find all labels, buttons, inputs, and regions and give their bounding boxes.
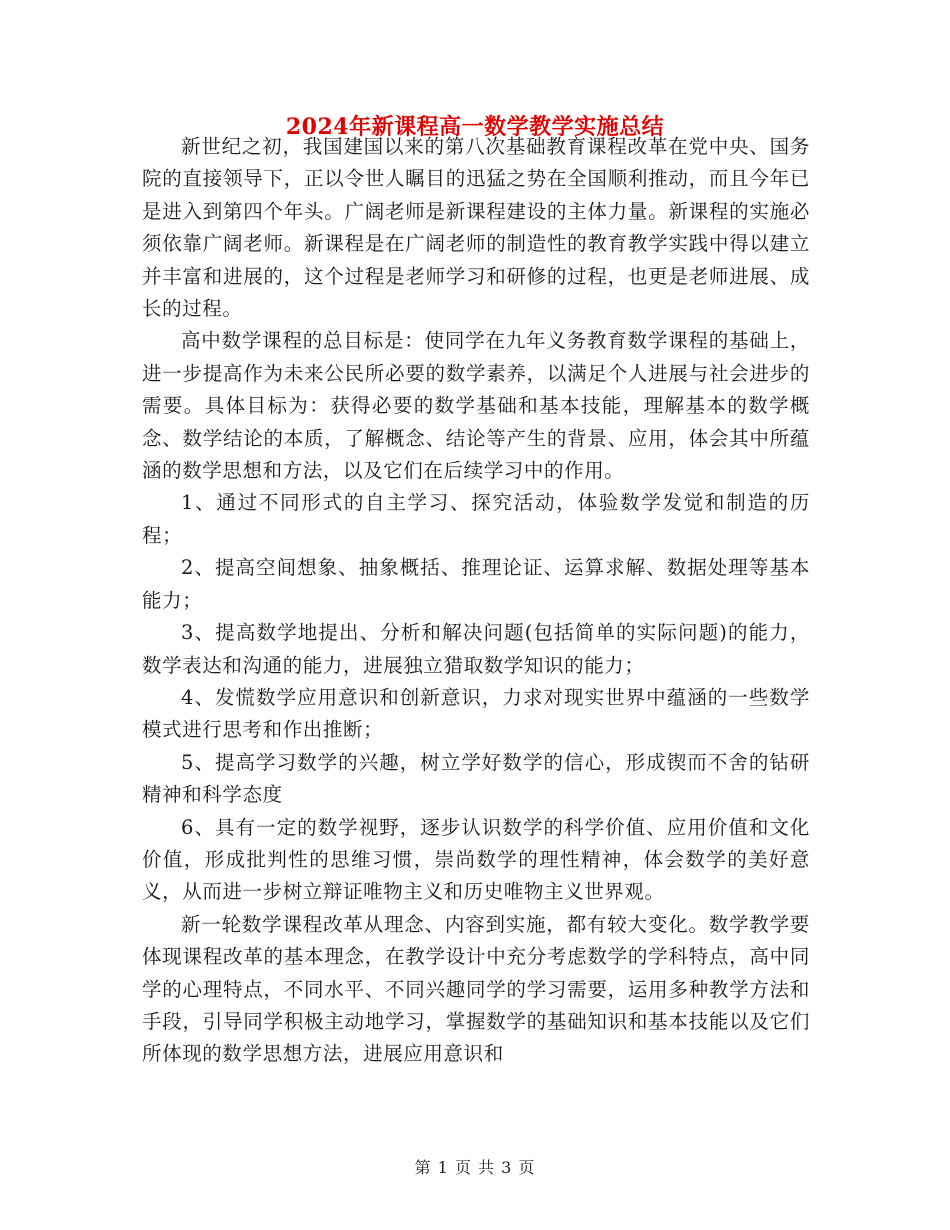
page-number-footer: 第 1 页 共 3 页 [414, 1158, 536, 1177]
paragraph-goals: 高中数学课程的总目标是：使同学在九年义务教育数学课程的基础上，进一步提高作为未来公民所必要的数学素养，以满足个人进展与社会进步的需要。具体目标为：获得必要的数学基础和基本技能，理解基本的数学概念、数学结论的本质，了解概念、结论等产生的背景、应用，体会其中所蕴涵的数学思想和方法，以及它们在后续学习中的作用。 [142, 329, 810, 483]
document-body [142, 131, 810, 1071]
list-item-goal-6: 6、具有一定的数学视野，逐步认识数学的科学价值、应用价值和文化价值，形成批判性的思维习惯，崇尚数学的理性精神，体会数学的美好意义，从而进一步树立辩证唯物主义和历史唯物主义世界观。 [142, 815, 810, 904]
paragraph-intro: 新世纪之初，我国建国以来的第八次基础教育课程改革在党中央、国务院的直接领导下，正以令世人瞩目的迅猛之势在全国顺利推动，而且今年已是进入到第四个年头。广阔老师是新课程建设的主体力量。新课程的实施必须依靠广阔老师。新课程是在广阔老师的制造性的教育教学实践中得以建立并丰富和进展的，这个过程是老师学习和研修的过程，也更是老师进展、成长的过程。 [142, 135, 810, 321]
document-title: 2024年新课程高一数学教学实施总结 [285, 114, 665, 140]
list-item-goal-3: 3、提高数学地提出、分析和解决问题(包括简单的实际问题)的能力，数学表达和沟通的能力，进展独立猎取数学知识的能力； [142, 621, 810, 677]
paragraph-reform: 新一轮数学课程改革从理念、内容到实施，都有较大变化。数学教学要体现课程改革的基本理念，在教学设计中充分考虑数学的学科特点，高中同学的心理特点，不同水平、不同兴趣同学的学习需要，运用多种教学方法和手段，引导同学积极主动地学习，掌握数学的基础知识和基本技能以及它们所体现的数学思想方法，进展应用意识和 [142, 912, 810, 1066]
list-item-goal-5: 5、提高学习数学的兴趣，树立学好数学的信心，形成锲而不舍的钻研精神和科学态度 [142, 750, 810, 807]
list-item-goal-4: 4、发慌数学应用意识和创新意识，力求对现实世界中蕴涵的一些数学模式进行思考和作出推断； [142, 685, 810, 742]
list-item-goal-1: 1、通过不同形式的自主学习、探究活动，体验数学发觉和制造的历程； [142, 491, 810, 547]
list-item-goal-2: 2、提高空间想象、抽象概括、推理论证、运算求解、数据处理等基本能力； [142, 556, 810, 612]
